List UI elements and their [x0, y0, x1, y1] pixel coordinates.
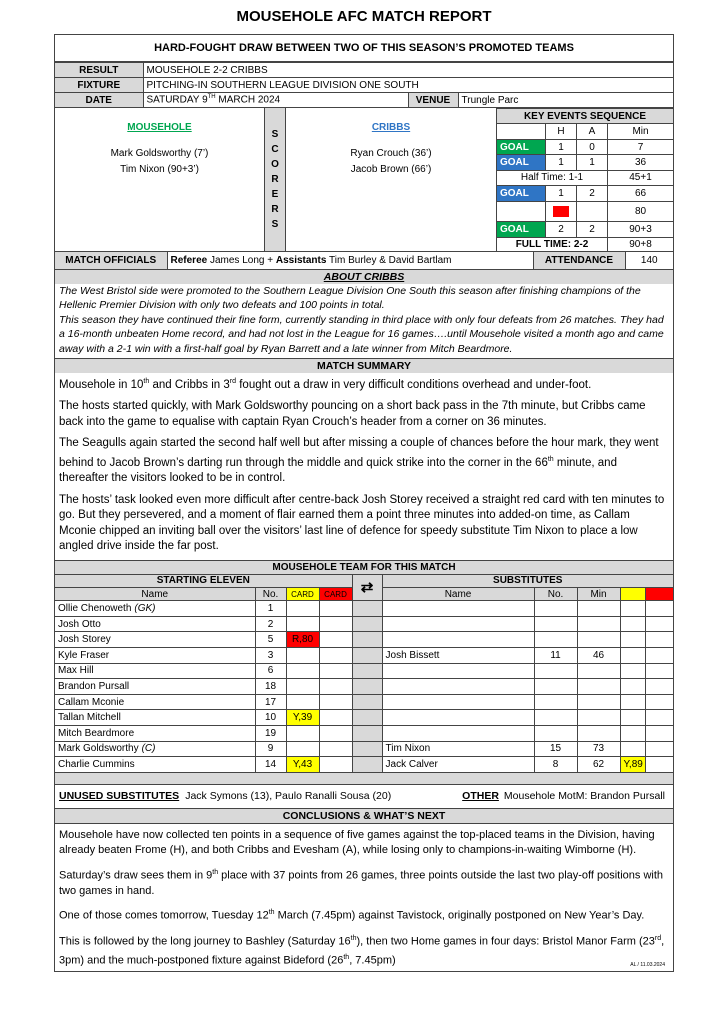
empty-cell [352, 710, 382, 726]
empty-cell [352, 725, 382, 741]
player-scard [620, 616, 645, 632]
goal-badge-away: GOAL [497, 186, 546, 201]
sub-min-header: Min [577, 588, 620, 601]
player-scard [620, 757, 645, 773]
empty-cell [352, 647, 382, 663]
other-label: OTHER [462, 790, 499, 803]
team-spacer [55, 772, 673, 784]
empty-cell [645, 632, 673, 648]
player-no [255, 741, 286, 757]
player-sname [382, 679, 534, 695]
player-no [255, 663, 286, 679]
player-smin [577, 616, 620, 632]
empty-cell [319, 616, 352, 632]
player-no-text: 18 [264, 680, 277, 692]
assistants-label: Assistants [275, 254, 327, 266]
attendance-value: 140 [625, 252, 673, 269]
empty-cell [352, 757, 382, 773]
player-sno [534, 663, 577, 679]
date-sup: TH [207, 94, 216, 101]
sup: th [350, 934, 357, 942]
player-no [255, 616, 286, 632]
player-sname [382, 632, 534, 648]
scorers-letter: S [271, 129, 279, 140]
empty-cell [319, 663, 352, 679]
player-card-text: Y,39 [292, 712, 313, 724]
player-no [255, 679, 286, 695]
venue-value: Trungle Parc [458, 93, 673, 108]
player-smin [577, 741, 620, 757]
empty-cell [645, 601, 673, 617]
player-scard [620, 663, 645, 679]
event-blank [577, 201, 608, 222]
event-a: 2 [577, 186, 608, 201]
half-time: Half Time: 1-1 [497, 170, 608, 185]
team-table [55, 575, 673, 785]
footer-ref: AL / 11.03.2024 [630, 961, 665, 968]
player-smin-text: 73 [592, 743, 605, 755]
player-row [55, 757, 673, 773]
player-smin [577, 663, 620, 679]
red-card-header: CARD [319, 588, 352, 601]
player-sno-text: 15 [549, 743, 562, 755]
scorers-vertical-label [264, 108, 286, 251]
headline: HARD-FOUGHT DRAW BETWEEN TWO OF THIS SEASON’S PROMOTED TEAMS [55, 35, 673, 62]
player-smin [577, 725, 620, 741]
empty-cell [319, 694, 352, 710]
about-text: The West Bristol side were promoted to the Southern League Division One South this season after finishing champions of the Hellenic Premier Division with only two defeats and 100 points in total. [59, 284, 641, 311]
player-no [255, 601, 286, 617]
sub-red-header [645, 588, 673, 601]
event-a: 1 [577, 155, 608, 170]
sup: th [268, 909, 275, 917]
player-no [255, 632, 286, 648]
player-sname [382, 616, 534, 632]
goal-badge-home: GOAL [497, 222, 546, 237]
empty-cell [319, 679, 352, 695]
conclusions-paragraph [55, 899, 673, 924]
event-blank [497, 201, 546, 222]
player-smin [577, 632, 620, 648]
player-smin [577, 757, 620, 773]
player-name [55, 741, 255, 757]
player-card [286, 741, 319, 757]
player-name-text: Max Hill [58, 665, 94, 677]
player-row [55, 616, 673, 632]
player-sname [382, 710, 534, 726]
away-scorers [286, 108, 496, 251]
player-name [55, 710, 255, 726]
empty-cell [352, 694, 382, 710]
player-sno [534, 725, 577, 741]
player-sname [382, 694, 534, 710]
player-card-text: R,80 [291, 634, 314, 646]
starting-eleven-header: STARTING ELEVEN [55, 575, 352, 588]
referee-name: James Long + [207, 254, 276, 266]
unused-value: Jack Symons (13), Paulo Ranalli Sousa (20) [185, 790, 392, 803]
goal-badge-away: GOAL [497, 155, 546, 170]
date-text: SATURDAY 9 [146, 94, 208, 106]
player-sname-text: Josh Bissett [385, 649, 440, 661]
empty-cell [645, 694, 673, 710]
player-sno-text: 11 [550, 649, 561, 661]
player-name-text: Brandon Pursall [58, 680, 130, 692]
conclusions-title: CONCLUSIONS & WHAT’S NEXT [55, 809, 673, 824]
player-smin-text: 62 [592, 758, 605, 770]
player-name-text: Kyle Fraser [58, 649, 110, 661]
event-min: 80 [608, 201, 674, 222]
home-scorer: Tim Nixon (90+3’) [120, 164, 199, 175]
scorers-letter: C [271, 144, 279, 155]
unused-subs-row [55, 785, 673, 809]
attendance-label: ATTENDANCE [533, 252, 625, 269]
info-table [55, 62, 673, 108]
empty-cell [645, 616, 673, 632]
player-card [286, 710, 319, 726]
player-no-text: 5 [267, 634, 274, 646]
key-events-table [496, 108, 673, 252]
sup: rd [654, 934, 662, 942]
player-no [255, 725, 286, 741]
substitutes-header: SUBSTITUTES [382, 575, 673, 588]
summary-title: MATCH SUMMARY [55, 359, 673, 373]
text: place with 37 points from 26 games, three points outside the last two play-off positions with two games in hand. [59, 869, 664, 897]
player-name-text: Callam Mconie [58, 696, 125, 708]
empty-cell [645, 663, 673, 679]
scorers-letter: E [271, 189, 279, 200]
event-min: 90+3 [608, 222, 674, 237]
player-name [55, 725, 255, 741]
player-smin-text: 46 [592, 649, 605, 661]
player-scard [620, 741, 645, 757]
player-sname [382, 663, 534, 679]
player-sname [382, 741, 534, 757]
fixture-label: FIXTURE [55, 78, 143, 93]
player-sno [534, 741, 577, 757]
full-time: FULL TIME: 2-2 [497, 237, 608, 252]
empty-cell [319, 725, 352, 741]
empty-cell [319, 710, 352, 726]
events-h-header: H [546, 124, 577, 139]
summary-paragraph [55, 430, 673, 486]
empty-cell [645, 647, 673, 663]
player-sno [534, 757, 577, 773]
player-no-text: 6 [267, 665, 274, 677]
empty-cell [319, 757, 352, 773]
empty-cell [352, 601, 382, 617]
team-rows [55, 601, 673, 773]
player-sno [534, 601, 577, 617]
player-row [55, 679, 673, 695]
player-sname-text: Jack Calver [385, 758, 438, 770]
player-name [55, 663, 255, 679]
player-card [286, 647, 319, 663]
sup: th [143, 378, 150, 385]
empty-cell [645, 725, 673, 741]
result-value: MOUSEHOLE 2-2 CRIBBS [143, 63, 673, 78]
about-title: ABOUT CRIBBS [55, 270, 673, 284]
player-smin [577, 694, 620, 710]
empty-cell [352, 679, 382, 695]
events-a-header: A [577, 124, 608, 139]
player-row [55, 632, 673, 648]
player-no-text: 9 [267, 743, 274, 755]
empty-cell [319, 601, 352, 617]
scorers-section [55, 108, 673, 252]
event-h: 1 [546, 139, 577, 154]
events-min-header: Min [608, 124, 674, 139]
empty-cell [645, 757, 673, 773]
event-min: 7 [608, 139, 674, 154]
player-name-text: Mark Goldsworthy [58, 743, 139, 755]
player-card [286, 632, 319, 648]
other-value: Mousehole MotM: Brandon Pursall [503, 790, 665, 803]
text: March (7.45pm) against Tavistock, originally postponed on New Year’s Day. [274, 910, 645, 922]
away-scorer: Jacob Brown (66’) [350, 164, 432, 175]
player-tag: (GK) [134, 602, 156, 614]
empty-cell [352, 741, 382, 757]
key-events-title: KEY EVENTS SEQUENCE [497, 109, 674, 124]
player-no-text: 10 [264, 712, 277, 724]
player-scard [620, 601, 645, 617]
player-card [286, 694, 319, 710]
report-title: MOUSEHOLE AFC MATCH REPORT [236, 8, 492, 25]
event-h: 1 [546, 186, 577, 201]
scorers-letter: O [271, 159, 279, 170]
player-no-text: 19 [264, 727, 277, 739]
player-name [55, 679, 255, 695]
event-min: 90+8 [608, 237, 674, 252]
home-scorers [55, 108, 264, 251]
scorers-letter: R [271, 174, 279, 185]
player-card [286, 616, 319, 632]
player-card [286, 663, 319, 679]
home-team-name: MOUSEHOLE [127, 122, 192, 133]
player-row [55, 710, 673, 726]
officials-label: MATCH OFFICIALS [55, 252, 167, 269]
match-report [54, 0, 674, 972]
text: Saturday’s draw sees them in 9 [59, 869, 213, 882]
empty-cell [645, 741, 673, 757]
player-name [55, 694, 255, 710]
player-row [55, 647, 673, 663]
player-no-text: 14 [264, 758, 277, 770]
text: ), then two Home games in four days: Bristol Manor Farm (23 [356, 935, 655, 948]
text: , 7.45pm) [349, 954, 396, 967]
player-no [255, 710, 286, 726]
away-scorer: Ryan Crouch (36’) [350, 148, 432, 159]
red-card-cell [546, 201, 577, 222]
player-scard [620, 694, 645, 710]
player-smin [577, 647, 620, 663]
empty-cell [352, 632, 382, 648]
text: , 3pm) and the much-postponed fixture against Bideford (26 [59, 935, 665, 967]
player-smin [577, 679, 620, 695]
event-h: 1 [546, 155, 577, 170]
sup: rd [229, 378, 237, 385]
player-card [286, 725, 319, 741]
player-name-text: Josh Otto [58, 618, 101, 630]
player-sno [534, 616, 577, 632]
unused-label: UNUSED SUBSTITUTES [59, 790, 180, 803]
referee-label: Referee [170, 254, 208, 266]
empty-cell [319, 632, 352, 648]
event-h: 2 [546, 222, 577, 237]
scorers-letter: S [271, 219, 279, 230]
event-min: 66 [608, 186, 674, 201]
player-tag: (C) [141, 743, 156, 755]
text: The Seagulls again started the second half well but after missing a couple of chances before the hour mark, they went behind to Jacob Brown’s darting run through the middle and quick strike into the corner in the 66 [59, 437, 659, 469]
player-no-text: 17 [264, 696, 277, 708]
text: fought out a draw in very difficult conditions overhead and under-foot. [236, 378, 592, 391]
event-a: 2 [577, 222, 608, 237]
empty-cell [352, 663, 382, 679]
player-no [255, 757, 286, 773]
events-corner [497, 124, 546, 139]
player-sname [382, 757, 534, 773]
player-name-text: Mitch Beardmore [58, 727, 135, 739]
text: This is followed by the long journey to Bashley (Saturday 16 [59, 935, 351, 948]
officials-value [167, 252, 533, 269]
text: and Cribbs in 3 [149, 378, 230, 391]
player-card-text: Y,43 [292, 758, 313, 770]
result-label: RESULT [55, 63, 143, 78]
player-sno-text: 8 [552, 758, 559, 770]
player-name [55, 632, 255, 648]
sup: th [547, 455, 554, 463]
date-text-2: MARCH 2024 [215, 94, 281, 106]
date-value [143, 93, 408, 108]
player-sno [534, 632, 577, 648]
player-row [55, 725, 673, 741]
player-scard-text: Y,89 [623, 758, 643, 770]
no-header: No. [255, 588, 286, 601]
player-no-text: 1 [267, 602, 274, 614]
player-scard [620, 647, 645, 663]
player-sname-text: Tim Nixon [385, 743, 431, 755]
player-name [55, 616, 255, 632]
report-body [54, 34, 674, 972]
home-scorer: Mark Goldsworthy (7’) [110, 148, 209, 159]
event-min: 45+1 [608, 170, 674, 185]
conclusions-paragraph: Mousehole have now collected ten points in a sequence of five games against the top-placed teams in the Division, having already beaten Frome (H), and both Cribbs and Evesham (A), while losing only to champions-in-waiting Wimborne (H). [59, 828, 655, 857]
fixture-value: PITCHING-IN SOUTHERN LEAGUE DIVISION ONE SOUTH [143, 78, 673, 93]
player-name-text: Ollie Chenoweth [58, 602, 132, 614]
player-sno [534, 710, 577, 726]
text: One of those comes tomorrow, Tuesday 12 [59, 910, 269, 922]
scorers-letter: R [271, 204, 279, 215]
empty-cell [645, 710, 673, 726]
event-a: 0 [577, 139, 608, 154]
sup: th [343, 953, 350, 961]
conclusions-paragraph [55, 859, 673, 900]
player-card [286, 757, 319, 773]
summary-paragraph [55, 373, 673, 393]
player-smin [577, 710, 620, 726]
away-team-name: CRIBBS [371, 122, 411, 133]
summary-section [55, 359, 673, 561]
player-no-text: 3 [267, 649, 274, 661]
player-name-text: Tallan Mitchell [58, 712, 121, 724]
conclusions-section [55, 809, 673, 971]
substitution-icon: ⇄ [352, 575, 382, 601]
summary-paragraph: The hosts started quickly, with Mark Goldsworthy pouncing on a short back pass in the 7th minute, but Cribbs came back into the game to equalise with captain Ryan Crouch’s header from a corner on 36 minutes. [59, 400, 646, 428]
red-card-icon [553, 206, 569, 217]
sub-no-header: No. [534, 588, 577, 601]
player-row [55, 741, 673, 757]
player-name [55, 757, 255, 773]
player-name [55, 601, 255, 617]
sub-name-header: Name [382, 588, 534, 601]
key-events [496, 108, 673, 251]
player-smin [577, 601, 620, 617]
player-card [286, 601, 319, 617]
player-name-text: Charlie Cummins [58, 758, 135, 770]
player-card [286, 679, 319, 695]
name-header: Name [55, 588, 255, 601]
player-no-text: 2 [267, 618, 274, 630]
empty-cell [645, 679, 673, 695]
player-no [255, 694, 286, 710]
player-sname [382, 601, 534, 617]
player-sname [382, 725, 534, 741]
player-no [255, 647, 286, 663]
empty-cell [319, 647, 352, 663]
player-scard [620, 679, 645, 695]
sup: th [212, 868, 219, 876]
empty-cell [352, 616, 382, 632]
goal-badge-home: GOAL [497, 139, 546, 154]
team-title: MOUSEHOLE TEAM FOR THIS MATCH [55, 561, 673, 575]
date-label: DATE [55, 93, 143, 108]
sub-yellow-header [620, 588, 645, 601]
player-sno [534, 694, 577, 710]
text: Mousehole in 10 [59, 378, 144, 391]
player-row [55, 601, 673, 617]
player-sno [534, 679, 577, 695]
player-name [55, 647, 255, 663]
text: minute, and thereafter the visitors looked to be in control. [59, 456, 617, 485]
player-scard [620, 725, 645, 741]
event-min: 36 [608, 155, 674, 170]
yellow-card-header: CARD [286, 588, 319, 601]
officials-table [55, 252, 673, 270]
player-scard [620, 632, 645, 648]
empty-cell [319, 741, 352, 757]
about-section [55, 270, 673, 360]
player-scard [620, 710, 645, 726]
player-sname [382, 647, 534, 663]
assistants-names: Tim Burley & David Bartlam [326, 254, 452, 266]
player-row [55, 663, 673, 679]
summary-paragraph: The hosts’ task looked even more difficult after centre-back Josh Storey received a straight red card with ten minutes to go. But they persevered, and a moment of flair earned them a point three minutes into added-on time, as Callam Mconie chipped an inviting ball over the visitors’ last line of defence for speedy substitute Tim Nixon to place a low angled drive inside the far post. [59, 493, 665, 553]
about-text: This season they have continued their fine form, currently standing in third place with only four defeats from 26 matches. They had a 16-month unbeaten Home record, and had not lost in the League for 16 games….until Mousehole visited a month ago and came away with a 2-1 win with a first-half goal by Ryan Barrett and a late winner from Mitch Beardmore. [59, 313, 664, 355]
venue-label: VENUE [408, 93, 458, 108]
player-row [55, 694, 673, 710]
player-name-text: Josh Storey [58, 634, 111, 646]
player-sno [534, 647, 577, 663]
